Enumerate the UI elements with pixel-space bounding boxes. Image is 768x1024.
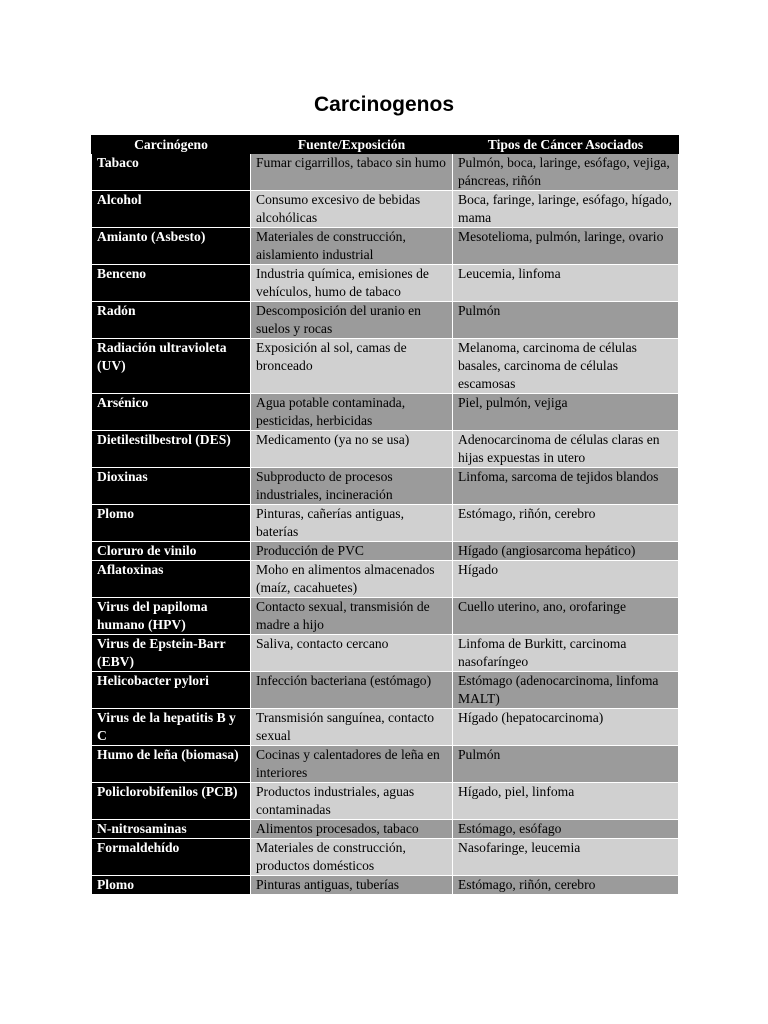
header-cancer-types: Tipos de Cáncer Asociados (453, 136, 679, 154)
header-source: Fuente/Exposición (251, 136, 453, 154)
cell-source: Fumar cigarrillos, tabaco sin humo (251, 154, 453, 191)
table-row (92, 265, 679, 302)
cell-carcinogen: Plomo (92, 505, 251, 542)
cell-carcinogen: Arsénico (92, 394, 251, 431)
cell-carcinogen: Dietilestilbestrol (DES) (92, 431, 251, 468)
table-body (92, 154, 679, 895)
cell-source: Medicamento (ya no se usa) (251, 431, 453, 468)
header-carcinogen: Carcinógeno (92, 136, 251, 154)
cell-cancer-types: Adenocarcinoma de células claras en hijas expuestas in utero (453, 431, 679, 468)
table-row (92, 191, 679, 228)
cell-source: Materiales de construcción, productos domésticos (251, 839, 453, 876)
cell-source: Exposición al sol, camas de bronceado (251, 339, 453, 394)
cell-source: Producción de PVC (251, 542, 453, 561)
cell-source: Agua potable contaminada, pesticidas, herbicidas (251, 394, 453, 431)
cell-carcinogen: N-nitrosaminas (92, 820, 251, 839)
cell-source: Pinturas antiguas, tuberías (251, 876, 453, 895)
cell-carcinogen: Radiación ultravioleta (UV) (92, 339, 251, 394)
cell-carcinogen: Policlorobifenilos (PCB) (92, 783, 251, 820)
cell-source: Descomposición del uranio en suelos y rocas (251, 302, 453, 339)
cell-cancer-types: Melanoma, carcinoma de células basales, carcinoma de células escamosas (453, 339, 679, 394)
cell-source: Transmisión sanguínea, contacto sexual (251, 709, 453, 746)
cell-carcinogen: Virus de Epstein-Barr (EBV) (92, 635, 251, 672)
cell-cancer-types: Hígado (453, 561, 679, 598)
cell-cancer-types: Pulmón, boca, laringe, esófago, vejiga, páncreas, riñón (453, 154, 679, 191)
cell-source: Industria química, emisiones de vehículos, humo de tabaco (251, 265, 453, 302)
cell-carcinogen: Formaldehído (92, 839, 251, 876)
table-row (92, 561, 679, 598)
table-row (92, 820, 679, 839)
cell-cancer-types: Leucemia, linfoma (453, 265, 679, 302)
cell-carcinogen: Plomo (92, 876, 251, 895)
cell-cancer-types: Estómago, riñón, cerebro (453, 876, 679, 895)
cell-source: Saliva, contacto cercano (251, 635, 453, 672)
cell-carcinogen: Virus del papiloma humano (HPV) (92, 598, 251, 635)
cell-carcinogen: Amianto (Asbesto) (92, 228, 251, 265)
cell-cancer-types: Linfoma, sarcoma de tejidos blandos (453, 468, 679, 505)
table-row (92, 468, 679, 505)
table-row (92, 505, 679, 542)
table-row (92, 672, 679, 709)
cell-cancer-types: Cuello uterino, ano, orofaringe (453, 598, 679, 635)
cell-source: Pinturas, cañerías antiguas, baterías (251, 505, 453, 542)
cell-carcinogen: Radón (92, 302, 251, 339)
cell-cancer-types: Estómago (adenocarcinoma, linfoma MALT) (453, 672, 679, 709)
table-row (92, 598, 679, 635)
cell-source: Consumo excesivo de bebidas alcohólicas (251, 191, 453, 228)
cell-carcinogen: Aflatoxinas (92, 561, 251, 598)
cell-carcinogen: Benceno (92, 265, 251, 302)
table-row (92, 154, 679, 191)
table-row (92, 746, 679, 783)
table-row (92, 709, 679, 746)
table-row (92, 339, 679, 394)
table-row (92, 394, 679, 431)
table-row (92, 228, 679, 265)
cell-carcinogen: Dioxinas (92, 468, 251, 505)
cell-source: Infección bacteriana (estómago) (251, 672, 453, 709)
cell-cancer-types: Hígado (hepatocarcinoma) (453, 709, 679, 746)
table-row (92, 876, 679, 895)
cell-cancer-types: Hígado, piel, linfoma (453, 783, 679, 820)
cell-source: Productos industriales, aguas contaminadas (251, 783, 453, 820)
cell-cancer-types: Estómago, riñón, cerebro (453, 505, 679, 542)
cell-cancer-types: Mesotelioma, pulmón, laringe, ovario (453, 228, 679, 265)
cell-carcinogen: Alcohol (92, 191, 251, 228)
table-row (92, 783, 679, 820)
cell-cancer-types: Pulmón (453, 302, 679, 339)
table-row (92, 302, 679, 339)
table-row (92, 839, 679, 876)
cell-source: Subproducto de procesos industriales, incineración (251, 468, 453, 505)
cell-cancer-types: Piel, pulmón, vejiga (453, 394, 679, 431)
carcinogen-table (91, 135, 679, 895)
cell-source: Alimentos procesados, tabaco (251, 820, 453, 839)
cell-source: Materiales de construcción, aislamiento industrial (251, 228, 453, 265)
table-row (92, 431, 679, 468)
cell-cancer-types: Nasofaringe, leucemia (453, 839, 679, 876)
cell-source: Cocinas y calentadores de leña en interiores (251, 746, 453, 783)
cell-carcinogen: Helicobacter pylori (92, 672, 251, 709)
cell-source: Contacto sexual, transmisión de madre a hijo (251, 598, 453, 635)
page-title: Carcinogenos (313, 93, 455, 116)
table-row (92, 635, 679, 672)
cell-cancer-types: Hígado (angiosarcoma hepático) (453, 542, 679, 561)
cell-cancer-types: Pulmón (453, 746, 679, 783)
cell-cancer-types: Estómago, esófago (453, 820, 679, 839)
cell-carcinogen: Cloruro de vinilo (92, 542, 251, 561)
cell-carcinogen: Humo de leña (biomasa) (92, 746, 251, 783)
cell-carcinogen: Virus de la hepatitis B y C (92, 709, 251, 746)
cell-cancer-types: Boca, faringe, laringe, esófago, hígado, mama (453, 191, 679, 228)
table-header-row (92, 136, 679, 154)
cell-cancer-types: Linfoma de Burkitt, carcinoma nasofaríngeo (453, 635, 679, 672)
table-row (92, 542, 679, 561)
cell-source: Moho en alimentos almacenados (maíz, cacahuetes) (251, 561, 453, 598)
cell-carcinogen: Tabaco (92, 154, 251, 191)
